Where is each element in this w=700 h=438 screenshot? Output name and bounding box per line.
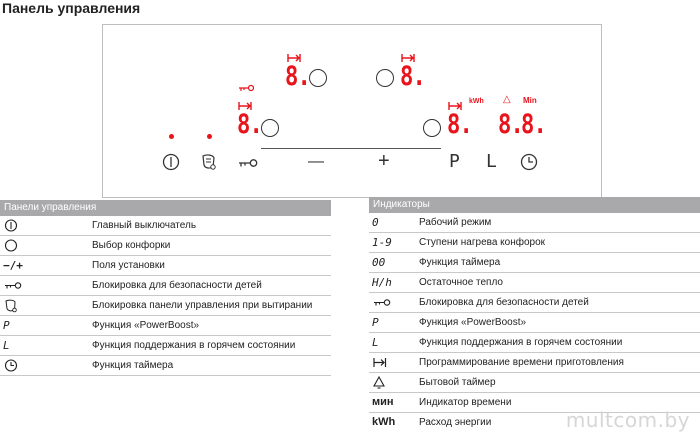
table-row xyxy=(0,276,331,296)
row-label: Ступени нагрева конфорок xyxy=(419,237,546,248)
row-label: Остаточное тепло xyxy=(419,277,503,288)
table-row xyxy=(0,336,331,356)
kwh-icon: kWh xyxy=(372,416,396,428)
table-row xyxy=(369,293,700,313)
powerboost-button[interactable]: P xyxy=(449,151,460,172)
table-row xyxy=(0,296,331,316)
indicators-table xyxy=(369,197,700,432)
row-label: Выбор конфорки xyxy=(92,240,171,251)
controls-table-header: Панели управления xyxy=(0,200,331,216)
wipe-lock-icon xyxy=(3,296,27,315)
clock-icon[interactable] xyxy=(520,153,538,171)
key-icon[interactable] xyxy=(238,158,258,168)
row-label: Функция поддержания в горячем состоянии xyxy=(92,340,296,351)
bell-icon xyxy=(372,373,396,392)
zone-bottom-left-ring[interactable] xyxy=(261,119,279,137)
row-label: Бытовой таймер xyxy=(419,377,496,388)
timer-display-1: 8. xyxy=(498,109,524,140)
table-row xyxy=(0,256,331,276)
program-time-icon xyxy=(372,353,396,372)
operating-mode-icon: 0 xyxy=(372,216,379,229)
row-label: Главный выключатель xyxy=(92,220,197,231)
kwh-label: kWh xyxy=(469,98,484,105)
table-row xyxy=(0,356,331,376)
heat-levels-icon: 1-9 xyxy=(372,236,392,249)
setting-field-line xyxy=(261,148,441,149)
zone-bottom-right-ring[interactable] xyxy=(423,119,441,137)
power-switch-icon xyxy=(3,216,27,235)
table-row xyxy=(369,233,700,253)
ring-icon xyxy=(3,236,27,255)
row-label: Индикатор времени xyxy=(419,397,512,408)
zone-bottom-right-display: 8. xyxy=(447,109,473,140)
table-row xyxy=(0,216,331,236)
zone-top-left-ring[interactable] xyxy=(309,69,327,87)
keep-warm-icon: L xyxy=(372,336,379,349)
minus-button[interactable]: — xyxy=(308,153,324,170)
row-label: Расход энергии xyxy=(419,417,492,428)
row-label: Функция «PowerBoost» xyxy=(419,317,527,328)
row-label: Функция таймера xyxy=(92,360,174,371)
table-row xyxy=(369,353,700,373)
powerboost-icon: P xyxy=(3,319,10,332)
table-row xyxy=(369,273,700,293)
indicators-table-header: Индикаторы xyxy=(369,197,700,213)
power-led xyxy=(169,134,174,139)
wipe-lock-led xyxy=(207,134,212,139)
powerboost-icon: P xyxy=(372,316,379,329)
table-row xyxy=(369,373,700,393)
table-row xyxy=(369,313,700,333)
row-label: Функция таймера xyxy=(419,257,501,268)
row-label: Блокировка панели управления при вытирании xyxy=(92,300,313,311)
row-label: Блокировка для безопасности детей xyxy=(419,297,589,308)
row-label: Поля установки xyxy=(92,260,165,271)
key-icon xyxy=(238,84,254,92)
power-switch-icon[interactable] xyxy=(162,153,180,171)
zone-top-left-display: 8. xyxy=(285,61,311,92)
zone-bottom-left-display: 8. xyxy=(237,109,263,140)
page-title: Панель управления xyxy=(2,0,141,16)
keep-warm-icon: L xyxy=(3,339,10,352)
controls-table xyxy=(0,200,331,376)
bell-icon: △ xyxy=(503,94,511,105)
keep-warm-button[interactable]: L xyxy=(486,151,497,172)
table-row xyxy=(369,333,700,353)
row-label: Функция «PowerBoost» xyxy=(92,320,200,331)
control-panel-diagram xyxy=(102,24,602,198)
residual-heat-icon: H/h xyxy=(372,276,392,289)
table-row xyxy=(0,236,331,256)
row-label: Программирование времени приготовления xyxy=(419,357,624,368)
zone-top-right-display: 8. xyxy=(400,61,426,92)
row-label: Функция поддержания в горячем состоянии xyxy=(419,337,623,348)
zone-top-right-ring[interactable] xyxy=(376,69,394,87)
plus-button[interactable]: + xyxy=(378,150,390,172)
timer-digits-icon: 00 xyxy=(372,256,386,269)
table-row xyxy=(369,253,700,273)
clock-icon xyxy=(3,356,27,375)
wipe-lock-icon[interactable] xyxy=(199,152,219,172)
minutes-icon: мин xyxy=(372,396,394,408)
key-icon xyxy=(372,293,396,312)
watermark: multcom.by xyxy=(565,408,690,432)
row-label: Блокировка для безопасности детей xyxy=(92,280,262,291)
row-label: Рабочий режим xyxy=(419,217,492,228)
key-icon xyxy=(3,276,27,295)
table-row xyxy=(369,213,700,233)
timer-display-2: 8. xyxy=(521,109,547,140)
min-label: Min xyxy=(523,96,537,105)
table-row xyxy=(0,316,331,336)
minus-plus-icon: −/+ xyxy=(3,259,23,272)
